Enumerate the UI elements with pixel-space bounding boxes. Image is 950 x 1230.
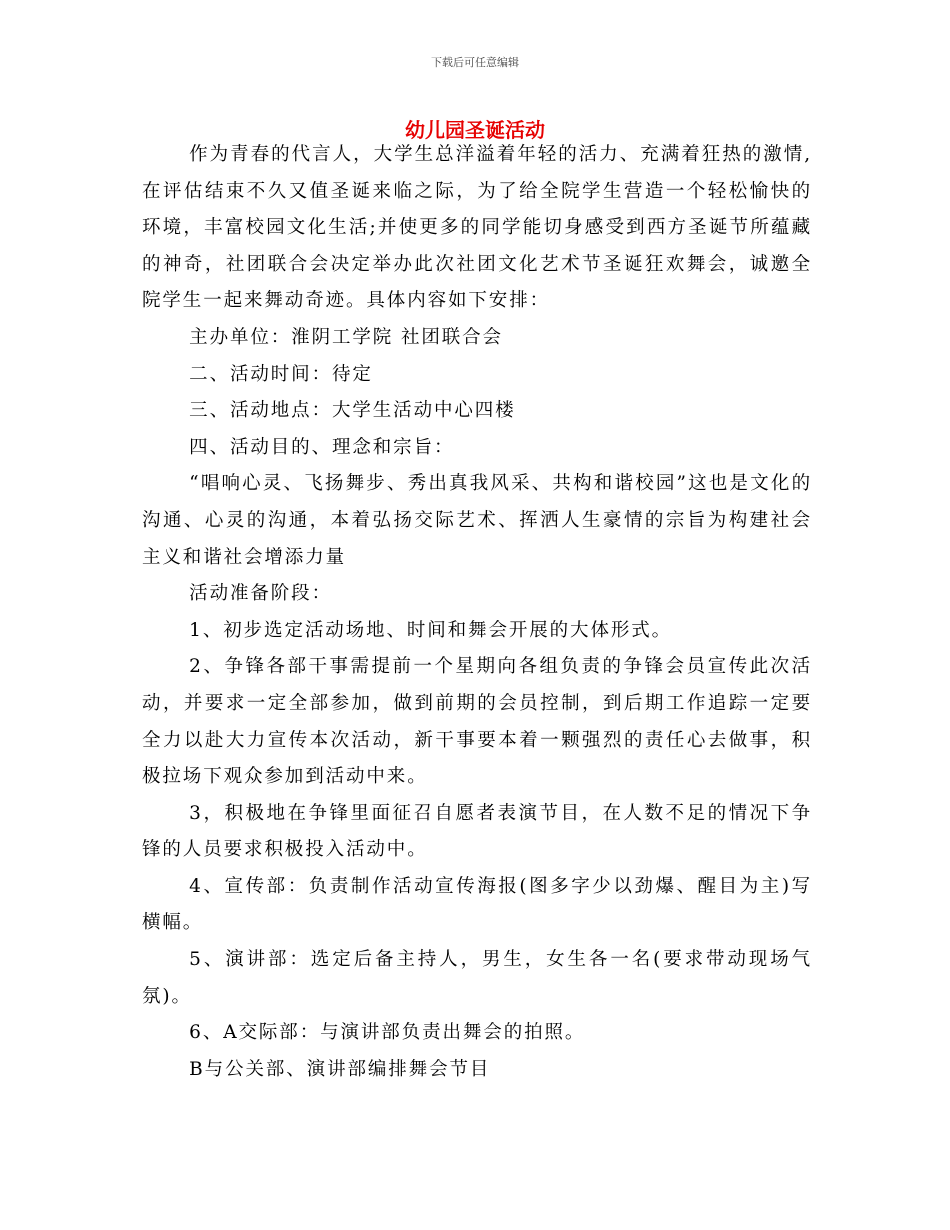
- paragraph-time: 二、活动时间：待定: [189, 363, 373, 385]
- paragraph-purpose-heading: 四、活动目的、理念和宗旨：: [189, 436, 455, 458]
- paragraph-item-3: 3，积极地在争锋里面征召自愿者表演节目，在人数不足的情况下争锋的人员要求积极投入活动中。: [142, 802, 812, 861]
- paragraph-item-4: 4、宣传部：负责制作活动宣传海报(图多字少以劲爆、醒目为主)写横幅。: [142, 875, 812, 934]
- document-body: [142, 137, 812, 1088]
- paragraph-prep-heading: 活动准备阶段：: [189, 583, 332, 605]
- header-note: 下载后可任意编辑: [431, 56, 519, 69]
- paragraph-location: 三、活动地点：大学生活动中心四楼: [189, 400, 516, 422]
- paragraph-purpose: “唱响心灵、飞扬舞步、秀出真我风采、共构和谐校园”这也是文化的沟通、心灵的沟通，本着弘扬交际艺术、挥洒人生豪情的宗旨为构建社会主义和谐社会增添力量: [142, 473, 812, 568]
- document-title: 幼儿园圣诞活动: [405, 118, 545, 142]
- paragraph-intro: 作为青春的代言人，大学生总洋溢着年轻的活力、充满着狂热的激情,在评估结束不久又值圣诞来临之际，为了给全院学生营造一个轻松愉快的环境，丰富校园文化生活;并使更多的同学能切身感受到西方圣诞节所蕴藏的神奇，社团联合会决定举办此次社团文化艺术节圣诞狂欢舞会，诚邀全院学生一起来舞动奇迹。具体内容如下安排：: [142, 144, 812, 312]
- paragraph-item-1: 1、初步选定活动场地、时间和舞会开展的大体形式。: [189, 619, 673, 641]
- paragraph-item-5: 5、演讲部：选定后备主持人，男生，女生各一名(要求带动现场气氛)。: [142, 949, 812, 1007]
- paragraph-item-6b: B与公关部、演讲部编排舞会节目: [189, 1058, 491, 1080]
- paragraph-item-2: 2、争锋各部干事需提前一个星期向各组负责的争锋会员宣传此次活动，并要求一定全部参加，做到前期的会员控制，到后期工作追踪一定要全力以赴大力宣传本次活动，新干事要本着一颗强烈的责任心去做事，积极拉场下观众参加到活动中来。: [142, 656, 812, 788]
- paragraph-organizer: 主办单位：淮阴工学院 社团联合会: [189, 326, 503, 348]
- paragraph-item-6a: 6、A交际部：与演讲部负责出舞会的拍照。: [189, 1022, 586, 1044]
